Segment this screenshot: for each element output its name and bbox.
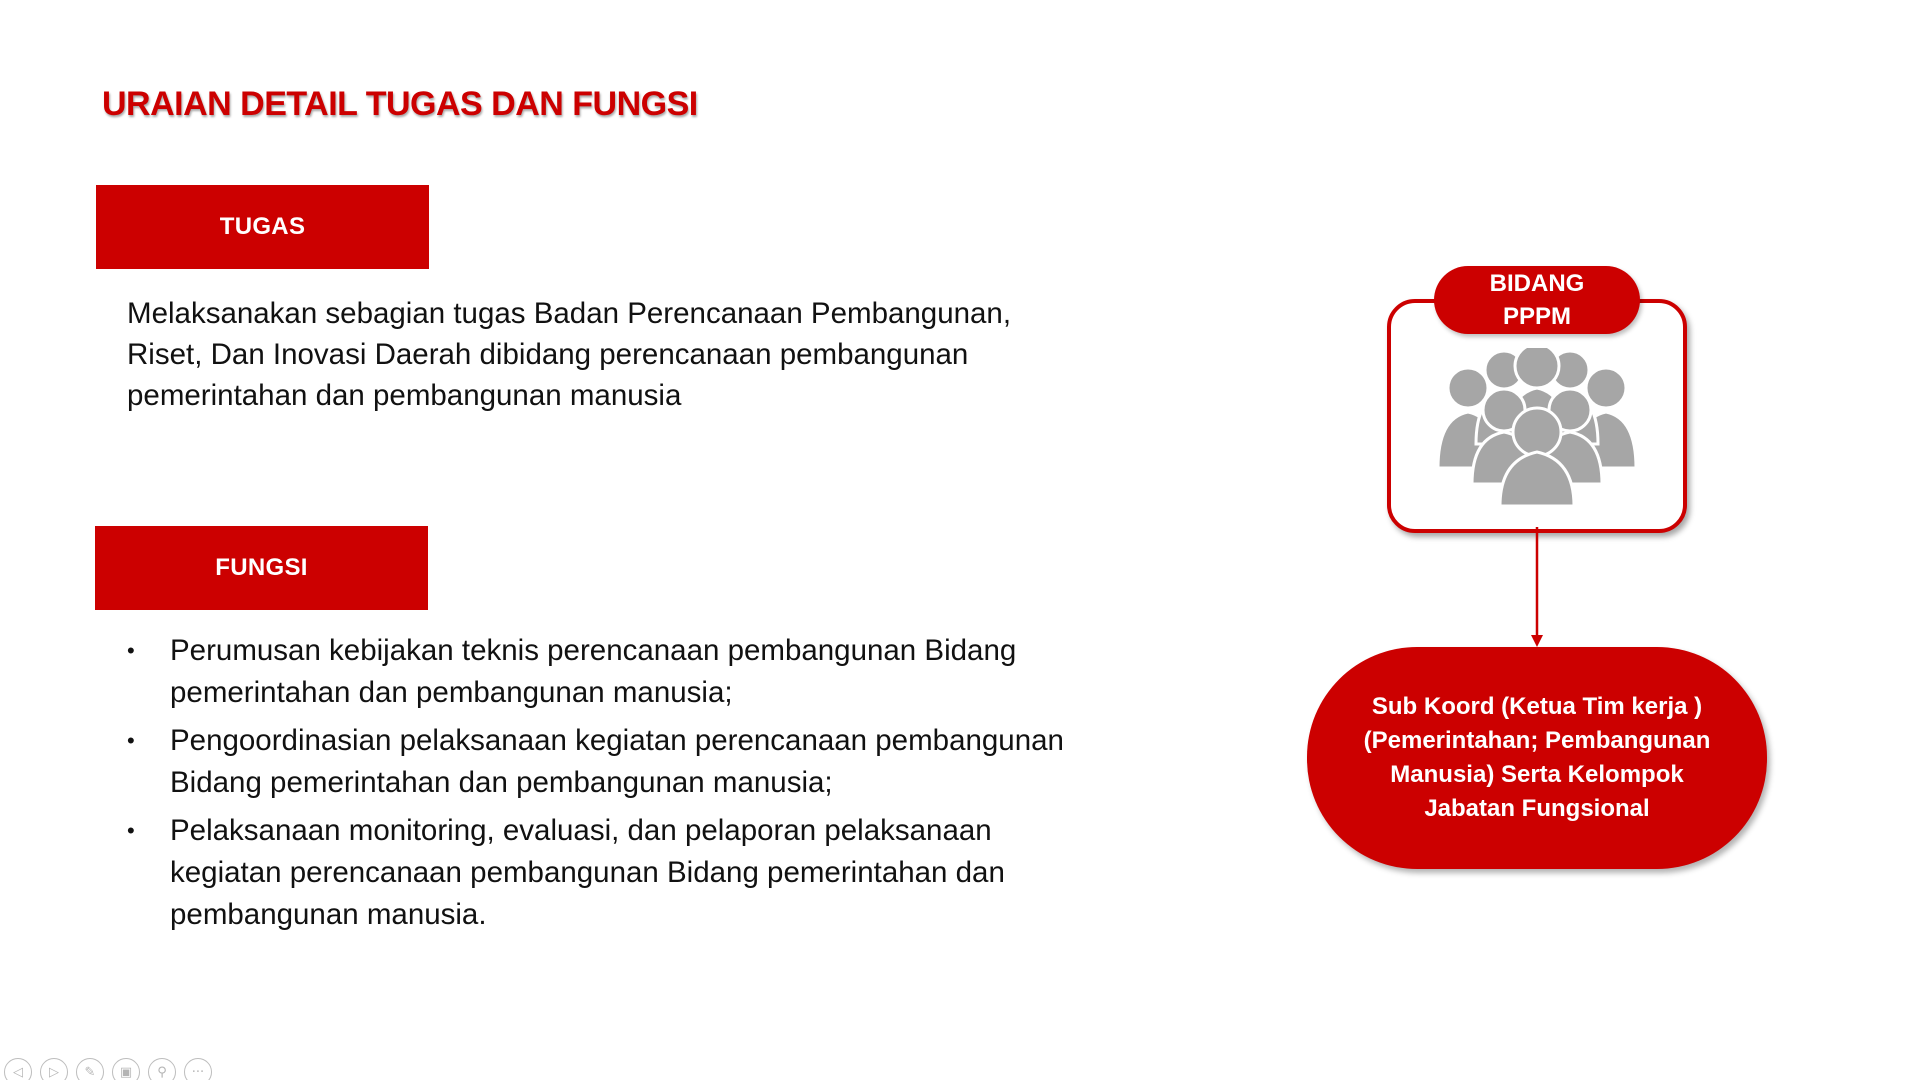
org-unit-label xyxy=(1434,266,1640,334)
bullet-icon: • xyxy=(127,818,135,843)
org-label-line1: BIDANG xyxy=(1489,270,1585,297)
bullet-icon: • xyxy=(127,638,135,663)
page-title: URAIAN DETAIL TUGAS DAN FUNGSI xyxy=(102,85,698,123)
sub-unit-box xyxy=(1307,647,1767,869)
more-options-icon[interactable]: ··· xyxy=(184,1058,212,1080)
list-item xyxy=(127,630,1087,714)
people-group-icon xyxy=(1434,348,1640,506)
fungsi-item-text: Pengoordinasian pelaksanaan kegiatan perencanaan pembangunan Bidang pemerintahan dan pembangunan manusia; xyxy=(170,724,1064,799)
see-all-slides-icon[interactable]: ▣ xyxy=(112,1058,140,1080)
fungsi-item-text: Perumusan kebijakan teknis perencanaan pembangunan Bidang pemerintahan dan pembangunan manusia; xyxy=(170,634,1017,709)
fungsi-header: FUNGSI xyxy=(95,526,428,610)
fungsi-list xyxy=(127,630,1087,942)
connector-arrow xyxy=(1525,527,1549,648)
sub-unit-text: Sub Koord (Ketua Tim kerja ) (Pemerintahan; Pembangunan Manusia) Serta Kelompok Jabatan Fungsional xyxy=(1363,693,1711,822)
bullet-icon: • xyxy=(127,728,135,753)
list-item xyxy=(127,810,1087,936)
presentation-controls xyxy=(4,1058,212,1080)
zoom-icon[interactable]: ⚲ xyxy=(148,1058,176,1080)
tugas-header: TUGAS xyxy=(96,185,429,269)
pen-icon[interactable]: ✎ xyxy=(76,1058,104,1080)
previous-slide-icon[interactable]: ◁ xyxy=(4,1058,32,1080)
org-label-line2: PPPM xyxy=(1502,303,1571,330)
list-item xyxy=(127,720,1087,804)
next-slide-icon[interactable]: ▷ xyxy=(40,1058,68,1080)
fungsi-item-text: Pelaksanaan monitoring, evaluasi, dan pelaporan pelaksanaan kegiatan perencanaan pembangunan Bidang pemerintahan dan pembangunan manusia. xyxy=(170,814,1005,931)
tugas-description: Melaksanakan sebagian tugas Badan Perencanaan Pembangunan, Riset, Dan Inovasi Daerah dibidang perencanaan pembangunan pemerintahan dan pembangunan manusia xyxy=(127,297,1012,412)
